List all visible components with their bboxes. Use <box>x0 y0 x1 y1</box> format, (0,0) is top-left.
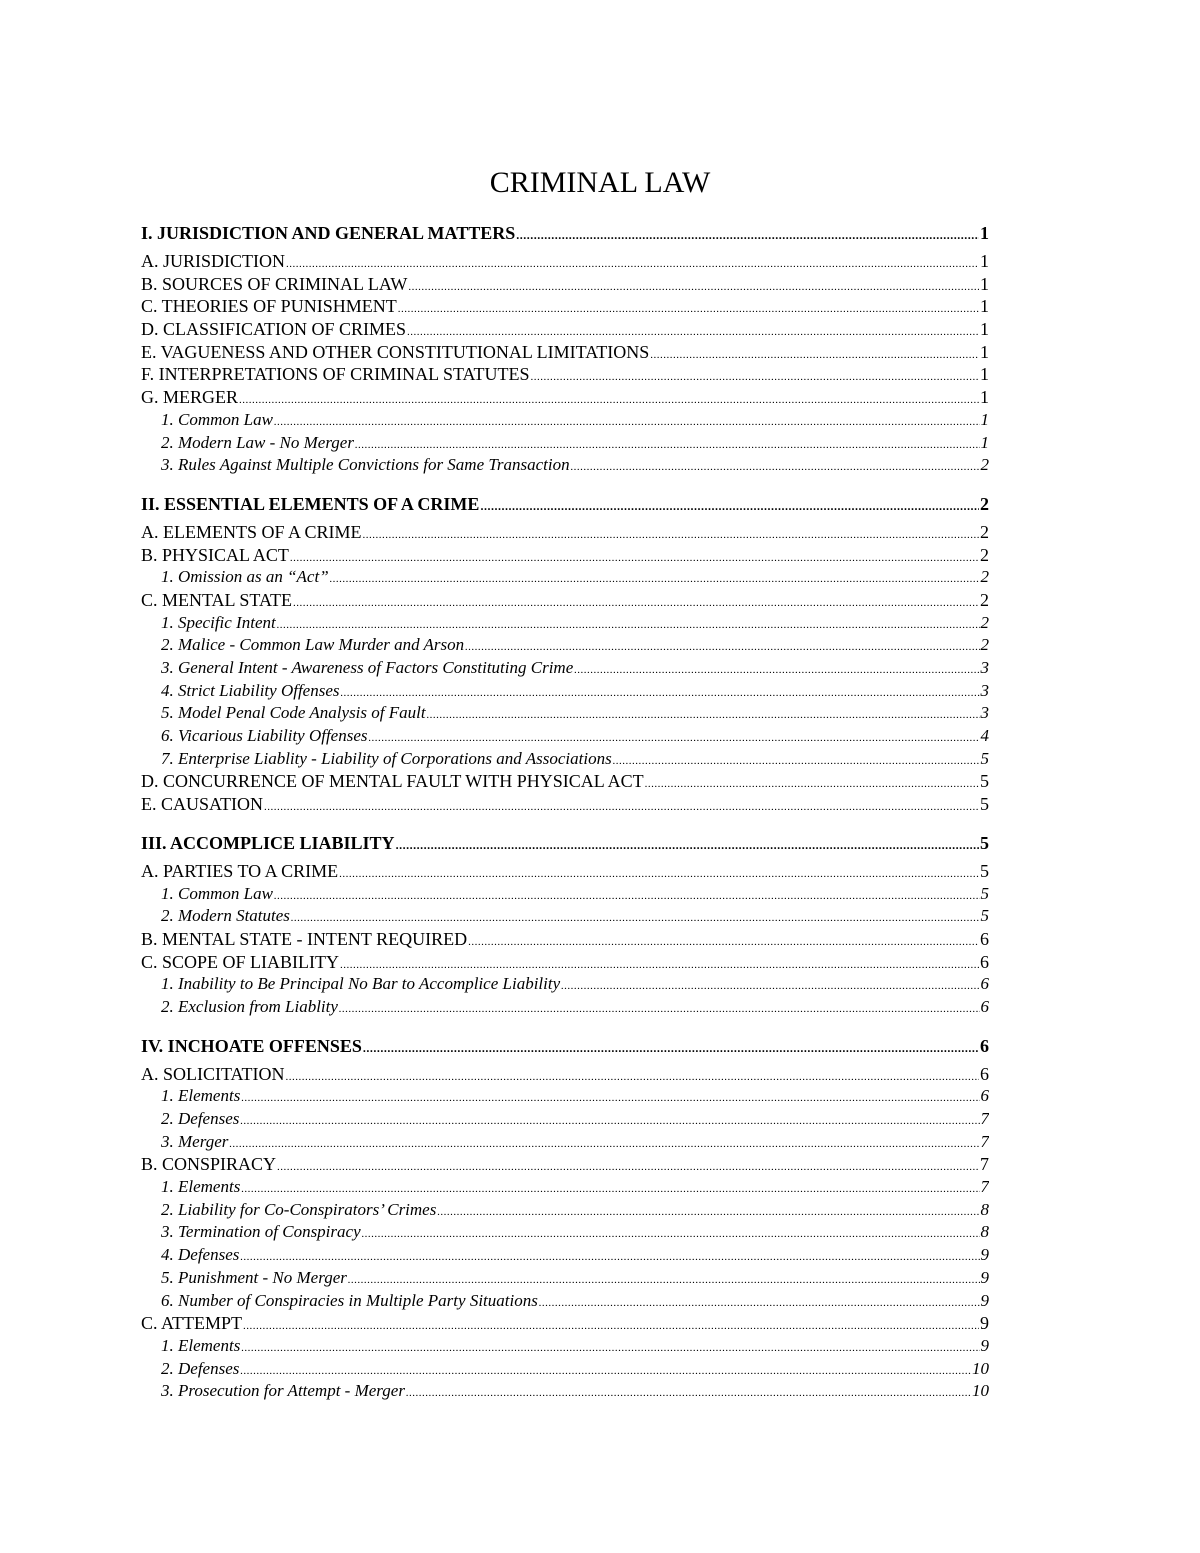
toc-topic-entry[interactable] <box>141 905 989 928</box>
dot-leader <box>241 1085 979 1108</box>
toc-section-heading[interactable] <box>141 826 989 860</box>
toc-entry-title: F. INTERPRETATIONS OF CRIMINAL STATUTES <box>141 364 530 385</box>
toc-page-number: 8 <box>980 1199 989 1219</box>
toc-topic-entry[interactable] <box>141 409 989 432</box>
toc-topic-entry[interactable] <box>141 702 989 725</box>
toc-topic-entry[interactable] <box>141 1358 989 1381</box>
dot-leader <box>465 634 979 657</box>
dot-leader <box>240 1108 979 1131</box>
toc-page-number: 9 <box>980 1290 989 1310</box>
toc-entry-title: C. MENTAL STATE <box>141 589 292 610</box>
dot-leader <box>290 544 979 567</box>
toc-page-number: 3 <box>980 658 989 677</box>
toc-subsection-entry[interactable] <box>141 1153 989 1176</box>
toc-entry-title: E. CAUSATION <box>141 794 264 815</box>
table-of-contents <box>141 216 989 1403</box>
dot-leader <box>363 521 979 544</box>
toc-entry-title: 3. Prosecution for Attempt - Merger <box>161 1381 405 1401</box>
toc-entry-title: B. PHYSICAL ACT <box>141 544 289 565</box>
toc-subsection-entry[interactable] <box>141 770 989 793</box>
toc-topic-entry[interactable] <box>141 725 989 748</box>
toc-subsection-entry[interactable] <box>141 1063 989 1086</box>
toc-page-number: 2 <box>980 544 989 565</box>
toc-section-heading[interactable] <box>141 1029 989 1063</box>
toc-page-number: 2 <box>980 493 989 514</box>
toc-subsection-entry[interactable] <box>141 386 989 409</box>
toc-page-number: 1 <box>980 296 989 317</box>
dot-leader <box>330 566 980 589</box>
dot-leader <box>355 432 980 455</box>
toc-page-number: 1 <box>980 432 989 452</box>
dot-leader <box>340 951 979 974</box>
toc-page-number: 4 <box>980 726 989 746</box>
toc-entry-title: G. MERGER <box>141 387 239 408</box>
dot-leader <box>239 386 979 409</box>
toc-page-number: 10 <box>972 1358 989 1378</box>
toc-topic-entry[interactable] <box>141 1267 989 1290</box>
toc-topic-entry[interactable] <box>141 432 989 455</box>
dot-leader <box>243 1312 979 1335</box>
dot-leader <box>362 1221 980 1244</box>
toc-entry-title: III. ACCOMPLICE LIABILITY <box>141 832 395 853</box>
toc-page-number: 6 <box>980 1063 989 1084</box>
toc-entry-title: 5. Model Penal Code Analysis of Fault <box>161 703 426 723</box>
toc-entry-title: A. ELEMENTS OF A CRIME <box>141 521 362 542</box>
dot-leader <box>650 341 979 364</box>
toc-entry-title: 6. Number of Conspiracies in Multiple Party Situations <box>161 1290 538 1310</box>
dot-leader <box>480 487 979 521</box>
toc-page-number: 1 <box>980 409 989 429</box>
toc-topic-entry[interactable] <box>141 1131 989 1154</box>
dot-leader <box>339 996 980 1019</box>
toc-entry-title: B. MENTAL STATE - INTENT REQUIRED <box>141 928 468 949</box>
toc-entry-title: 5. Punishment - No Merger <box>161 1267 347 1287</box>
dot-leader <box>369 725 980 748</box>
toc-topic-entry[interactable] <box>141 1335 989 1358</box>
toc-entry-title: 3. General Intent - Awareness of Factors Constituting Crime <box>161 658 574 677</box>
toc-subsection-entry[interactable] <box>141 250 989 273</box>
toc-entry-title: D. CONCURRENCE OF MENTAL FAULT WITH PHYSICAL ACT <box>141 771 644 792</box>
toc-page-number: 5 <box>980 771 989 792</box>
toc-subsection-entry[interactable] <box>141 928 989 951</box>
toc-page-number: 1 <box>980 387 989 408</box>
toc-page-number: 8 <box>980 1222 989 1242</box>
dot-leader <box>286 250 979 273</box>
toc-page-number: 6 <box>980 996 989 1016</box>
toc-subsection-entry[interactable] <box>141 793 989 816</box>
dot-leader <box>348 1267 980 1290</box>
dot-leader <box>468 928 979 951</box>
toc-page-number: 3 <box>980 703 989 723</box>
toc-section-heading[interactable] <box>141 487 989 521</box>
document-title: CRIMINAL LAW <box>489 166 711 199</box>
toc-page-number: 1 <box>980 223 989 243</box>
toc-subsection-entry[interactable] <box>141 521 989 544</box>
toc-entry-title: 7. Enterprise Liablity - Liability of Corporations and Associations <box>161 748 612 768</box>
toc-page-number: 9 <box>980 1245 989 1265</box>
toc-entry-title: 3. Rules Against Multiple Convictions for Same Transaction <box>161 455 570 475</box>
toc-page-number: 5 <box>980 906 989 926</box>
toc-page-number: 6 <box>980 1086 989 1106</box>
toc-page-number: 5 <box>980 748 989 768</box>
toc-page-number: 1 <box>980 319 989 340</box>
toc-entry-title: 4. Defenses <box>161 1245 240 1265</box>
dot-leader <box>274 409 980 432</box>
toc-subsection-entry[interactable] <box>141 951 989 974</box>
toc-subsection-entry[interactable] <box>141 860 989 883</box>
toc-topic-entry[interactable] <box>141 634 989 657</box>
dot-leader <box>531 363 979 386</box>
toc-entry-title: C. SCOPE OF LIABILITY <box>141 951 340 972</box>
toc-topic-entry[interactable] <box>141 1176 989 1199</box>
toc-topic-entry[interactable] <box>141 1199 989 1222</box>
dot-leader <box>277 612 980 635</box>
toc-entry-title: IV. INCHOATE OFFENSES <box>141 1035 362 1056</box>
dot-leader <box>341 680 980 703</box>
dot-leader <box>571 454 980 477</box>
toc-entry-title: D. CLASSIFICATION OF CRIMES <box>141 319 407 340</box>
dot-leader <box>574 657 979 680</box>
dot-leader <box>277 1153 979 1176</box>
toc-page-number: 7 <box>980 1131 989 1151</box>
toc-entry-title: 1. Common Law <box>161 883 273 903</box>
toc-page-number: 1 <box>980 341 989 362</box>
toc-entry-title: 2. Liability for Co-Conspirators’ Crimes <box>161 1199 437 1219</box>
toc-entry-title: 6. Vicarious Liability Offenses <box>161 726 368 746</box>
toc-entry-title: 1. Elements <box>161 1086 241 1106</box>
toc-page-number: 5 <box>980 860 989 881</box>
dot-leader <box>240 1358 971 1381</box>
toc-entry-title: 1. Omission as an “Act” <box>161 567 329 587</box>
toc-entry-title: E. VAGUENESS AND OTHER CONSTITUTIONAL LIMITATIONS <box>141 341 650 362</box>
toc-page-number: 7 <box>980 1154 989 1175</box>
toc-entry-title: A. SOLICITATION <box>141 1063 285 1084</box>
toc-page-number: 2 <box>980 635 989 655</box>
toc-topic-entry[interactable] <box>141 1290 989 1313</box>
toc-entry-title: 2. Modern Law - No Merger <box>161 432 354 452</box>
dot-leader <box>291 905 980 928</box>
toc-page-number: 1 <box>980 273 989 294</box>
toc-page-number: 2 <box>980 521 989 542</box>
toc-entry-title: 2. Malice - Common Law Murder and Arson <box>161 635 465 655</box>
toc-entry-title: A. JURISDICTION <box>141 251 285 271</box>
toc-page-number: 6 <box>980 974 989 994</box>
toc-page-number: 10 <box>972 1381 989 1401</box>
toc-page-number: 6 <box>980 951 989 972</box>
toc-entry-title: 2. Defenses <box>161 1109 240 1128</box>
toc-entry-title: 4. Strict Liability Offenses <box>161 680 340 700</box>
toc-page-number: 7 <box>980 1109 989 1128</box>
toc-subsection-entry[interactable] <box>141 273 989 296</box>
toc-entry-title: C. THEORIES OF PUNISHMENT <box>141 296 397 317</box>
toc-entry-title: 1. Elements <box>161 1335 241 1355</box>
toc-page-number: 9 <box>980 1313 989 1334</box>
toc-topic-entry[interactable] <box>141 1380 989 1403</box>
toc-topic-entry[interactable] <box>141 566 989 589</box>
dot-leader <box>286 1063 979 1086</box>
dot-leader <box>241 1176 979 1199</box>
toc-topic-entry[interactable] <box>141 612 989 635</box>
toc-entry-title: 3. Termination of Conspiracy <box>161 1222 361 1242</box>
toc-subsection-entry[interactable] <box>141 589 989 612</box>
toc-entry-title: B. CONSPIRACY <box>141 1154 277 1175</box>
toc-topic-entry[interactable] <box>141 996 989 1019</box>
dot-leader <box>229 1131 979 1154</box>
dot-leader <box>241 1335 979 1358</box>
toc-topic-entry[interactable] <box>141 657 989 680</box>
toc-topic-entry[interactable] <box>141 1221 989 1244</box>
toc-page-number: 6 <box>980 1035 989 1056</box>
toc-entry-title: 1. Common Law <box>161 409 273 429</box>
toc-page-number: 1 <box>980 364 989 385</box>
toc-page-number: 7 <box>980 1177 989 1197</box>
toc-page-number: 1 <box>980 251 989 271</box>
dot-leader <box>363 1029 979 1063</box>
toc-topic-entry[interactable] <box>141 1108 989 1131</box>
toc-page-number: 2 <box>980 612 989 632</box>
toc-topic-entry[interactable] <box>141 973 989 996</box>
toc-entry-title: C. ATTEMPT <box>141 1313 243 1334</box>
toc-page-number: 6 <box>980 928 989 949</box>
toc-entry-title: II. ESSENTIAL ELEMENTS OF A CRIME <box>141 493 480 514</box>
toc-entry-title: 1. Inability to Be Principal No Bar to Accomplice Liability <box>161 974 561 994</box>
toc-topic-entry[interactable] <box>141 1085 989 1108</box>
dot-leader <box>427 702 980 725</box>
toc-subsection-entry[interactable] <box>141 295 989 318</box>
toc-subsection-entry[interactable] <box>141 544 989 567</box>
toc-subsection-entry[interactable] <box>141 1312 989 1335</box>
dot-leader <box>408 273 979 296</box>
toc-subsection-entry[interactable] <box>141 318 989 341</box>
toc-entry-title: B. SOURCES OF CRIMINAL LAW <box>141 273 408 294</box>
dot-leader <box>293 589 979 612</box>
toc-page-number: 5 <box>980 883 989 903</box>
toc-page-number: 5 <box>980 794 989 815</box>
dot-leader <box>398 295 979 318</box>
dot-leader <box>396 826 979 860</box>
dot-leader <box>407 318 979 341</box>
toc-page-number: 5 <box>980 832 989 853</box>
toc-entry-title: 2. Modern Statutes <box>161 906 290 926</box>
toc-topic-entry[interactable] <box>141 680 989 703</box>
dot-leader <box>645 770 979 793</box>
dot-leader <box>274 883 980 906</box>
toc-page-number: 2 <box>980 455 989 475</box>
dot-leader <box>406 1380 971 1403</box>
toc-subsection-entry[interactable] <box>141 363 989 386</box>
toc-entry-title: 1. Elements <box>161 1177 241 1197</box>
dot-leader <box>240 1244 979 1267</box>
dot-leader <box>539 1290 980 1313</box>
toc-topic-entry[interactable] <box>141 748 989 771</box>
toc-entry-title: 2. Defenses <box>161 1358 240 1378</box>
dot-leader <box>339 860 979 883</box>
dot-leader <box>264 793 979 816</box>
dot-leader <box>516 216 979 250</box>
toc-entry-title: A. PARTIES TO A CRIME <box>141 860 339 881</box>
dot-leader <box>437 1199 979 1222</box>
toc-entry-title: 3. Merger <box>161 1131 229 1151</box>
toc-section-heading[interactable] <box>141 216 989 250</box>
toc-subsection-entry[interactable] <box>141 341 989 364</box>
dot-leader <box>561 973 979 996</box>
toc-topic-entry[interactable] <box>141 1244 989 1267</box>
toc-page-number: 2 <box>980 567 989 587</box>
toc-entry-title: 2. Exclusion from Liablity <box>161 996 338 1016</box>
toc-page-number: 2 <box>980 589 989 610</box>
toc-topic-entry[interactable] <box>141 454 989 477</box>
toc-topic-entry[interactable] <box>141 883 989 906</box>
toc-page-number: 9 <box>980 1335 989 1355</box>
toc-entry-title: 1. Specific Intent <box>161 612 276 632</box>
toc-page-number: 3 <box>980 680 989 700</box>
dot-leader <box>613 748 980 771</box>
toc-page-number: 9 <box>980 1267 989 1287</box>
toc-entry-title: I. JURISDICTION AND GENERAL MATTERS <box>141 223 516 243</box>
